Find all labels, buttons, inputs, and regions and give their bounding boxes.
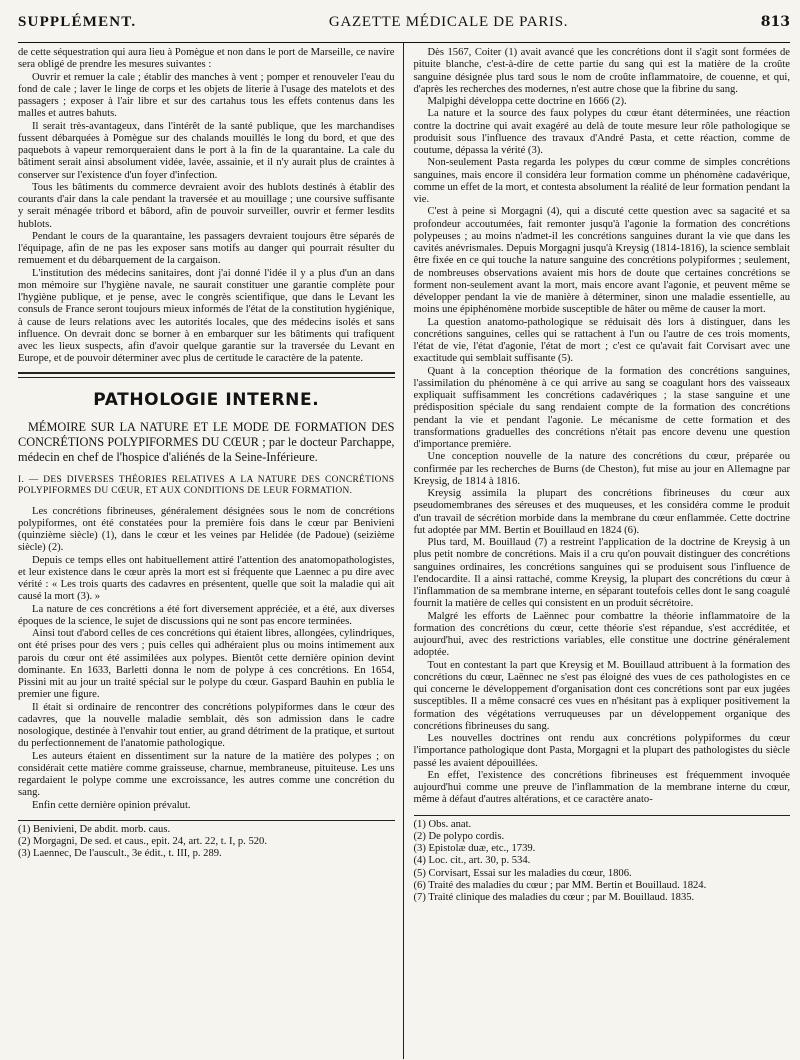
footnote: (3) Laennec, De l'auscult., 3e édit., t. III, p. 289. (18, 848, 222, 860)
paragraph: Non-seulement Pasta regarda les polypes du cœur comme de simples concrétions sanguines, mais encore il considéra leur formation comme un phénomène cadavérique, comme un effet de la mort, et contesta absolument la réalité de leur formation pendant la vie. (413, 157, 790, 205)
paragraph: de cette séquestration qui aura lieu à Pomègue et non dans le port de Marseille, ce navire sera obligé de prendre les mesures suivantes : (18, 47, 395, 71)
paragraph: Malpighi développa cette doctrine en 1666 (2). (427, 96, 627, 107)
paragraph: La nature de ces concrétions a été fort diversement appréciée, et a été, aux diverses époques de la science, le sujet de discussions qui ne sont pas encore terminées. (18, 603, 395, 627)
footnotes (18, 820, 395, 861)
paragraph: Pendant le cours de la quarantaine, les passagers devraient toujours être séparés de l'équipage, afin de ne pas les exposer sans motifs au danger qui pourrait résulter du remuement et du débarquement de la cargaison. (18, 230, 395, 267)
paragraph: Il était si ordinaire de rencontrer des concrétions polypiformes dans le cœur des cadavres, que la nouvelle maladie semblait, dès son admission dans le cadre nosologique, destinée à l'envahir tout entier, au grand détriment de la pratique, et surtout du perfectionnement de l'anatomie pathologique. (18, 701, 395, 750)
paragraph: En effet, l'existence des concrétions fibrineuses est fréquemment invoquée aujourd'hui comme une preuve de l'inflammation de la membrane interne du cœur, même à défaut d'autres altérations, et ce caractère anato- (413, 769, 790, 806)
memoir-title: MÉMOIRE SUR LA NATURE ET LE MODE DE FORMATION DES CONCRÉTIONS POLYPIFORMES DU CŒUR ; par le docteur Parchappe, médecin en chef de l'hospice d'aliénés de la Seine-Inférieure. (18, 419, 395, 464)
right-column (404, 43, 791, 1059)
section-title: PATHOLOGIE INTERNE. (93, 389, 320, 410)
footnote: (7) Traité clinique des maladies du cœur ; par M. Bouillaud. 1835. (413, 892, 695, 903)
supplement-label: SUPPLÉMENT. (18, 14, 137, 30)
paragraph: Plus tard, M. Bouillaud (7) a restreint l'application de la doctrine de Kreysig à un plus petit nombre de concrétions. Mais il a cru qu'on pouvait distinguer des concrétions sanguines ordinaires, les concrétions sanguines qui se produisent sous l'influence de l'endocardite. Il a ainsi rattaché, comme Kreysig, la plupart des concrétions du cœur à l'inflammation de sa membrane interne, en séparant toutefois celles dont le sang coagulé fournit la matière de celles qui consistent en un produit sécrétoire. (413, 537, 790, 610)
paragraph: Tout en contestant la part que Kreysig et M. Bouillaud attribuent à la formation des concrétions du cœur, Laënnec ne s'est pas éloigné des vues de ces pathologistes en ce qui concerne le développement d'organisation dont ces concrétions sont par eux jugées susceptibles. Il a même consacré ces vues en n'hésitant pas à expliquer positivement la formation des végétations verruqueuses par un développement organique des concrétions fibrineuses du sang. (413, 659, 790, 732)
footnote: (5) Corvisart, Essai sur les maladies du cœur, 1806. (413, 867, 632, 879)
subsection-heading: I. — DES DIVERSES THÉORIES RELATIVES A LA NATURE DES CONCRÉTIONS POLYPIFORMES DU CŒUR, ET AUX CONDITIONS DE LEUR FORMATION. (18, 474, 395, 496)
section-divider (18, 372, 395, 378)
paragraph: Les concrétions fibrineuses, généralement désignées sous le nom de concrétions polypiformes, ont été constatées pour la première fois dans le cœur par Benivieni (quinzième siècle) (1), dans le cœur et les veines par Helidée (de Padoue) (seizième siècle) (2). (18, 505, 395, 554)
footnote: (2) De polypo cordis. (413, 830, 505, 842)
paragraph: Il serait très-avantageux, dans l'intérêt de la santé publique, que les marchandises fussent débarquées à Pomègue sur des chalands mouillés le long du bord, et que des paquebots à vapeur remorqueraient dans le port à la fin de la quarantaine. La cale du bâtiment serait ainsi absolument vidée, lavée, assainie, et il n'y aurait plus de craintes à conserver sur l'existence d'un foyer d'infection. (18, 120, 395, 181)
paragraph: La nature et la source des faux polypes du cœur étant déterminées, une réaction contre la doctrine qui avait exagéré au delà de toute mesure leur rôle pathologique se produisit sous l'influence des travaux d'André Pasta, et cette réaction, comme de coutume, dépassa la vérité (3). (413, 108, 790, 156)
paragraph: Enfin cette dernière opinion prévalut. (32, 799, 191, 811)
paragraph: Ainsi tout d'abord celles de ces concrétions qui étaient libres, allongées, cylindriques, ont été prises pour des vers ; puis celles qui adhéraient plus ou moins intimement aux parois du cœur ont été assimilées aux polypes. Bientôt cette dernière opinion devint dominante. En 1633, Barletti donna le nom de polype à ces concrétions. En 1654, Pissini mit au jour un traité spécial sur le polype du cœur. Gaspard Bauhin en publia le premier une figure. (18, 628, 395, 701)
paragraph: Malgré les efforts de Laënnec pour combattre la théorie inflammatoire de la formation des concrétions du cœur, cette théorie s'est répandue, s'est accréditée, et aujourd'hui, avec des restrictions variables, elle constitue une doctrine généralement adoptée. (413, 610, 790, 659)
footnote: (1) Benivieni, De abdit. morb. caus. (18, 823, 171, 835)
paragraph: Dès 1567, Coiter (1) avait avancé que les concrétions dont il s'agit sont formées de pituite blanche, c'est-à-dire de cette partie du sang qui est la matière de la croûte sanguine désignée plus tard sous le nom de croûte inflammatoire, de couenne, et qui, d'après les recherches des modernes, n'est autre chose que la fibrine du sang. (413, 47, 790, 95)
footnote: (1) Obs. anat. (413, 818, 472, 830)
footnote: (6) Traité des maladies du cœur ; par MM. Bertin et Bouillaud. 1824. (413, 879, 707, 891)
paragraph: Les nouvelles doctrines ont rendu aux concrétions polypiformes du cœur l'importance pathologique dont Pasta, Morgagni et la plupart des pathologistes du siècle passé les avaient dépouillées. (413, 733, 790, 769)
paragraph: Tous les bâtiments du commerce devraient avoir des hublots destinés à établir des courants d'air dans la cale pendant la traversée et au mouillage ; une coursive suffisante y serait ménagée tribord et bâbord, afin de pouvoir surveiller, ouvrir et fermer lesdits hublots. (18, 181, 395, 230)
paragraph: Depuis ce temps elles ont habituellement attiré l'attention des anatomopathologistes, et leur existence dans le cœur après la mort est si fréquente que Laennec a pu dire avec vérité : « Les trois quarts des cadavres en présentent, quelle que soit la maladie qui ait causé la mort (3). » (18, 554, 395, 603)
paragraph: Kreysig assimila la plupart des concrétions fibrineuses du cœur aux pseudomembranes des séreuses et des muqueuses, et les considéra comme le produit d'un travail de sécrétion morbide dans la membrane du cœur enflammée. Cette doctrine fut adoptée par MM. Bertin et Bouillaud en 1824 (6). (413, 488, 790, 536)
page-header (18, 14, 790, 38)
footnote: (2) Morgagni, De sed. et caus., epit. 24, art. 22, t. I, p. 520. (18, 836, 267, 847)
left-column (18, 43, 404, 1059)
footnote: (3) Epistolæ duæ, etc., 1739. (413, 843, 536, 854)
paragraph: C'est à peine si Morgagni (4), qui a discuté cette question avec sa sagacité et sa profondeur accoutumées, fait remonter jusqu'à l'agonie la formation des concrétions polypeuses ; au moins n'admet-il les concrétions sanguines durant la vie que dans les cavités anévrismales. Depuis Morgagni jusqu'à Kreysig (1814-1816), la science semblait être fixée en ce qui touche la nature sanguine des concrétions polypiformes ; seulement, de nombreuses observations avaient mis hors de doute que certaines concrétions se forment non-seulement avant la mort, mais encore avant l'agonie, et peuvent même se développer pendant la vie de manière à déterminer, sinon une maladie essentielle, au moins une épiphénomène morbide susceptible de hâter ou même de causer la mort. (413, 206, 790, 316)
footnotes (414, 815, 791, 905)
paragraph: Les auteurs étaient en dissentiment sur la nature de la matière des polypes ; on considérait cette matière comme graisseuse, charnue, membraneuse, pituiteuse. Les uns regardaient le polype comme une excroissance, les autres comme une concrétion du sang. (18, 750, 395, 799)
paragraph: Ouvrir et remuer la cale ; établir des manches à vent ; pomper et renouveler l'eau du fond de cale ; laver le linge de corps et les objets de literie à l'usage des matelots et des passagers ; exposer à l'air libre et sur des cartahus tous les effets contenus dans les malles et autres bahuts. (18, 71, 395, 120)
journal-title: GAZETTE MÉDICALE DE PARIS. (328, 14, 569, 30)
columns (18, 42, 790, 1059)
paragraph: L'institution des médecins sanitaires, dont j'ai donné l'idée il y a plus d'un an dans mon mémoire sur l'hygiène navale, ne saurait constituer une garantie complète pour l'hygiène publique, et je pense, avec le congrès scientifique, que dans le Levant les consuls de France seront toujours mieux informés de l'état de la constitution hygiénique, à cause de leurs relations avec les autorités locales, que des médecins isolés et sans influence. On devrait donc se borner à en embarquer sur les bâtiments qui trafiquent avec les lieux suspects, afin d'avoir quelque garantie sur la traversée du Levant en Europe, et de pouvoir déterminer avec plus de certitude le caractère de la patente. (18, 267, 395, 365)
page-number: 813 (760, 14, 790, 30)
paragraph: Quant à la conception théorique de la formation des concrétions sanguines, l'assimilation du phénomène à ce qui arrive au sang se coagulant hors des vaisseaux expliquait suffisamment les concrétions cadavériques ; la stase sanguine et une prédisposition spéciale du sang rendaient compte de la formation des concrétions pendant la vie et pendant l'agonie. Le mécanisme de cette formation et des transformations graduelles des concrétions n'était pas encore devenu une question d'importance première. (413, 365, 790, 450)
footnote: (4) Loc. cit., art. 30, p. 534. (413, 855, 531, 867)
paragraph: Une conception nouvelle de la nature des concrétions du cœur, préparée ou confirmée par les recherches de Burns (de Cheston), fut mise au jour en Allemagne par Kreysig, de 1814 à 1816. (413, 451, 790, 487)
paragraph: La question anatomo-pathologique se réduisait dès lors à distinguer, dans les concrétions sanguines, celles qui se rattachent à l'un ou l'autre de ces trois moments, l'état de vie, l'état d'agonie, l'état de mort ; c'est ce qu'avait fait Corvisart avec une exactitude qui semblait suffisante (5). (413, 316, 790, 365)
